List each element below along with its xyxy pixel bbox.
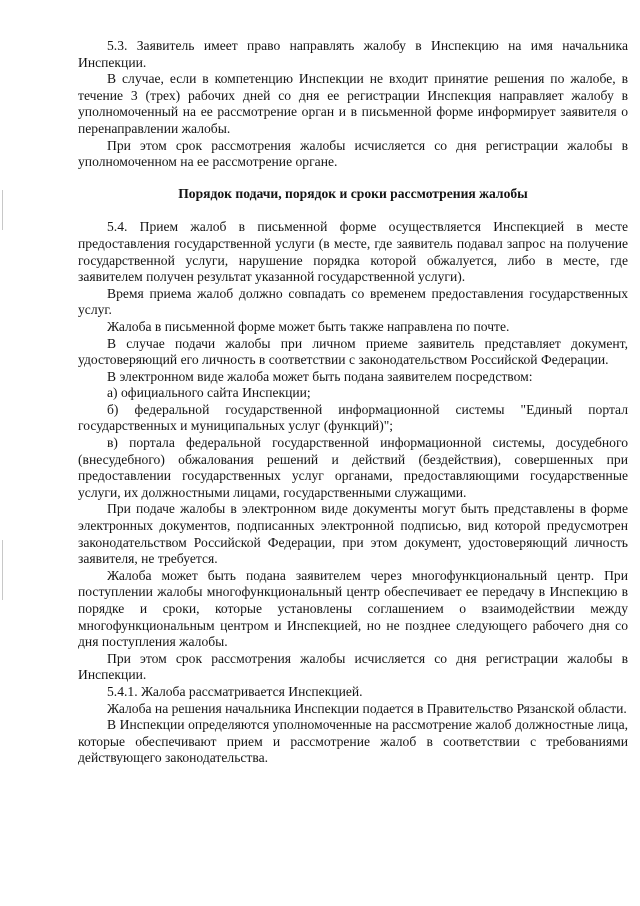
paragraph-term-inspection: При этом срок рассмотрения жалобы исчисляется со дня регистрации жалобы в Инспекции. <box>78 650 628 683</box>
section-heading: Порядок подачи, порядок и сроки рассмотрения жалобы <box>178 185 528 201</box>
scan-edge-mark <box>2 190 3 230</box>
scan-edge-mark <box>2 540 3 600</box>
paragraph-redirect: В случае, если в компетенцию Инспекции не входит принятие решения по жалобе, в течение 3 (трех) рабочих дней со дня ее регистрации Инспекция направляет жалобу в уполномоченный на ее рассмотрение орган и в письменной форме информирует заявителя о перенаправлении жалобы. <box>78 71 628 136</box>
list-item-v: в) портала федеральной государственной информационной системы, досудебного (внесудебного) обжалования решений и действий (бездействия), совершенных при предоставлении государственных услуг органами, предоставляющими государственные услуги, их должностными лицами, государственными служащими. <box>78 435 628 500</box>
paragraph-reception-time: Время приема жалоб должно совпадать со временем предоставления государственных услуг. <box>78 285 628 318</box>
paragraph-mfc: Жалоба может быть подана заявителем через многофункциональный центр. При поступлении жалобы многофункциональный центр обеспечивает ее передачу в Инспекцию в порядке и сроки, которые установлены соглашением о взаимодействии между многофункциональным центром и Инспекцией, но не позднее следующего рабочего дня со дня поступления жалобы. <box>78 567 628 650</box>
paragraph-electronic-docs: При подаче жалобы в электронном виде документы могут быть представлены в форме электронных документов, подписанных электронной подписью, вид которой предусмотрен законодательством Российской Федерации, при этом документ, удостоверяющий личность заявителя, не требуется. <box>78 501 628 567</box>
paragraph-term-redirect: При этом срок рассмотрения жалобы исчисляется со дня регистрации жалобы в уполномоченном на ее рассмотрение органе. <box>78 137 628 170</box>
list-item-b: б) федеральной государственной информационной системы "Единый портал государственных и муниципальных услуг (функций)"; <box>78 401 628 434</box>
paragraph-5-3: 5.3. Заявитель имеет право направлять жалобу в Инспекцию на имя начальника Инспекции. <box>78 38 628 70</box>
paragraph-government: Жалоба на решения начальника Инспекции подается в Правительство Рязанской области. <box>107 700 627 716</box>
paragraph-personal-reception: В случае подачи жалобы при личном приеме заявитель представляет документ, удостоверяющий его личность в соответствии с законодательством Российской Федерации. <box>78 335 628 368</box>
document-text <box>78 38 628 767</box>
paragraph-electronic-intro: В электронном виде жалоба может быть подана заявителем посредством: <box>107 368 533 384</box>
paragraph-officials: В Инспекции определяются уполномоченные на рассмотрение жалоб должностные лица, которые обеспечивают прием и рассмотрение жалоб в соответствии с требованиями действующего законодательства. <box>78 717 628 766</box>
paragraph-by-mail: Жалоба в письменной форме может быть также направлена по почте. <box>107 318 510 334</box>
paragraph-5-4-1: 5.4.1. Жалоба рассматривается Инспекцией. <box>107 683 363 699</box>
list-item-a: а) официального сайта Инспекции; <box>107 385 311 401</box>
paragraph-5-4: 5.4. Прием жалоб в письменной форме осуществляется Инспекцией в месте предоставления государственной услуги (в месте, где заявитель подавал запрос на получение государственной услуги, нарушение порядка которой обжалуется, либо в месте, где заявителем получен результат указанной государственной услуги). <box>78 219 628 285</box>
